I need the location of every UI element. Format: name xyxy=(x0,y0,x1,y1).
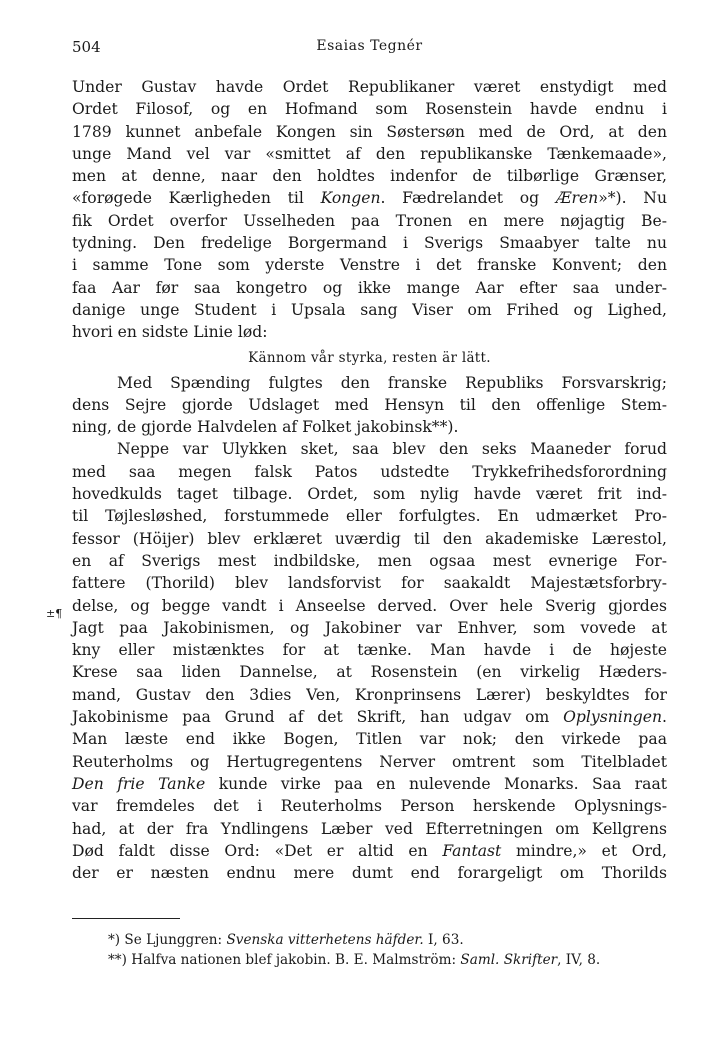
italic-den-frie-tanke: Den frie Tanke xyxy=(72,774,206,793)
text-line: hvori en sidste Linie lød: xyxy=(72,323,268,342)
text-line: 1789 kunnet anbefale Kongen sin Søstersøn med de Ord, at den xyxy=(72,122,667,141)
text-line: faa Aar før saa kongetro og ikke mange Aar efter saa under- xyxy=(72,278,667,297)
text-line: Neppe var Ulykken sket, saa blev den seks Maaneder forud xyxy=(117,440,667,459)
text-line: mand, Gustav den 3dies Ven, Kronprinsens Lærer) beskyldtes for xyxy=(72,685,667,704)
text-line: dens Sejre gjorde Udslaget med Hensyn til den offenlige Stem- xyxy=(72,395,667,414)
footnotes xyxy=(108,930,668,970)
text-line: kny eller mistænktes for at tænke. Man havde i de højeste xyxy=(72,641,667,660)
text-line: Med Spænding fulgtes den franske Republiks Forsvarskrig; xyxy=(117,373,667,392)
text-line: Krese saa liden Dannelse, at Rosenstein (en virkelig Hæders- xyxy=(72,663,667,682)
margin-mark: ±¶ xyxy=(46,607,63,620)
text-line: der er næsten endnu mere dumt end forargeligt om Thorilds xyxy=(72,864,667,883)
text-line: Reuterholms og Hertugregentens Nerver omtrent som Titelbladet xyxy=(72,752,667,771)
text-line: danige unge Student i Upsala sang Viser om Frihed og Lighed, xyxy=(72,300,667,319)
text-line: fessor (Höijer) blev erklæret uværdig til den akademiske Lærestol, xyxy=(72,529,667,548)
text-line: Den frie Tanke kunde virke paa en nulevende Monarks. Saa raat xyxy=(72,774,668,793)
italic-fantast: Fantast xyxy=(442,841,502,860)
verse-quote: Kännom vår styrka, resten är lätt. xyxy=(248,349,491,366)
text-line: Jagt paa Jakobinismen, og Jakobiner var Enhver, som vovede at xyxy=(72,618,667,637)
text-line: Jakobinisme paa Grund af det Skrift, han udgav om Oplysningen. xyxy=(72,708,667,727)
text-line: var fremdeles det i Reuterholms Person herskende Oplysnings- xyxy=(72,797,667,816)
italic-kongen: Kongen xyxy=(320,189,381,208)
text-line: i samme Tone som yderste Venstre i det franske Konvent; den xyxy=(72,256,667,275)
text-line: had, at der fra Yndlingens Læber ved Efterretningen om Kellgrens xyxy=(72,819,667,838)
footnote-rule xyxy=(72,918,180,919)
text-line: fattere (Thorild) blev landsforvist for saakaldt Majestætsforbry- xyxy=(72,574,667,593)
text-line: en af Sverigs mest indbildske, men ogsaa mest evnerige For- xyxy=(72,551,667,570)
italic-aeren: Æren xyxy=(555,189,599,208)
footnote-2: **) Halfva nationen blef jakobin. B. E. Malmström: Saml. Skrifter, IV, 8. xyxy=(108,952,601,968)
body-text xyxy=(72,76,667,884)
text-line: delse, og begge vandt i Anseelse derved. Over hele Sverig gjordes xyxy=(72,596,667,615)
text-line: men at denne, naar den holdtes indenfor de tilbørlige Grænser, xyxy=(72,167,667,186)
text-line: unge Mand vel var «smittet af den republikanske Tænkemaade», xyxy=(72,144,667,163)
page-header xyxy=(72,38,667,58)
text-line: Under Gustav havde Ordet Republikaner været enstydigt med xyxy=(72,78,667,96)
text-line: med saa megen falsk Patos udstedte Trykkefrihedsforordning xyxy=(72,462,667,481)
footnote-1: *) Se Ljunggren: Svenska vitterhetens häfder. I, 63. xyxy=(108,932,464,948)
text-line: tydning. Den fredelige Borgermand i Sverigs Smaabyer talte nu xyxy=(72,234,667,253)
text-line: hovedkulds taget tilbage. Ordet, som nylig havde været frit ind- xyxy=(72,485,667,504)
page-number: 504 xyxy=(72,38,101,56)
text-line: ning, de gjorde Halvdelen af Folket jakobinsk**). xyxy=(72,418,459,437)
italic-oplysningen: Oplysningen xyxy=(563,708,663,727)
text-line: Man læste end ikke Bogen, Titlen var nok; den virkede paa xyxy=(72,730,667,749)
text-line: Død faldt disse Ord: «Det er altid en Fantast mindre,» et Ord, xyxy=(72,841,667,860)
running-title: Esaias Tegnér xyxy=(316,38,423,54)
text-line: fik Ordet overfor Usselheden paa Tronen en mere nøjagtig Be- xyxy=(72,211,667,230)
text-line: Ordet Filosof, og en Hofmand som Rosenstein havde endnu i xyxy=(72,100,667,119)
text-line: «forøgede Kærligheden til Kongen. Fædrelandet og Æren»*). Nu xyxy=(72,189,667,208)
text-line: til Tøjlesløshed, forstummede eller forfulgtes. En udmærket Pro- xyxy=(72,507,667,526)
